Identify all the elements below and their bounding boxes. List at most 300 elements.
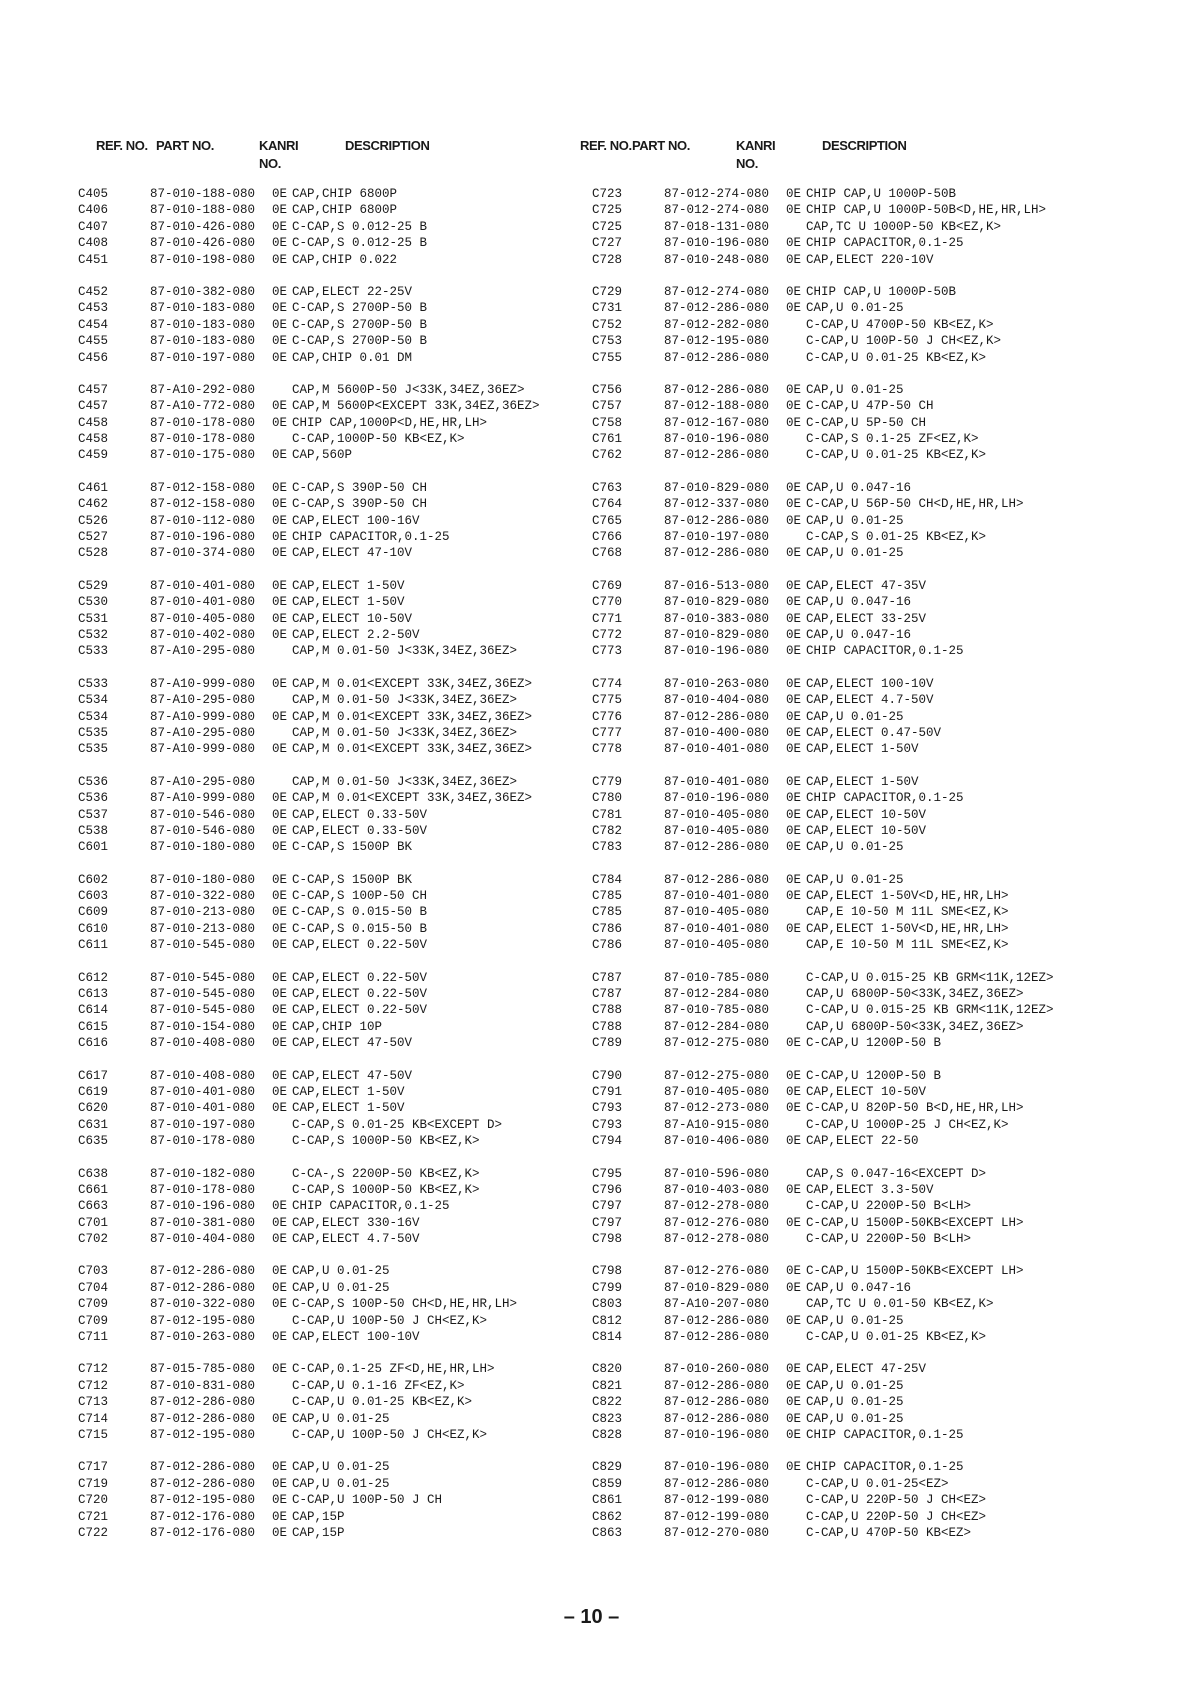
table-row [592, 1476, 1092, 1492]
part-no-cell: 87-012-286-080 [664, 448, 770, 463]
kanri-no-cell: 0E [786, 187, 802, 201]
parts-group [592, 774, 1092, 856]
table-row [78, 1068, 578, 1084]
description-cell: CAP,ELECT 1-50V [292, 578, 405, 593]
kanri-no-cell: 0E [272, 611, 288, 626]
table-row [592, 676, 1092, 692]
part-no-cell: 87-012-284-080 [664, 987, 770, 1002]
kanri-no-cell [272, 1182, 292, 1198]
ref-no-cell: C795 [592, 1166, 623, 1181]
part-no-cell: 87-012-276-080 [664, 1264, 770, 1279]
part-no-cell: 87-010-545-080 [150, 987, 256, 1002]
kanri-no-cell: 0E [272, 709, 288, 724]
description-cell: CAP,M 0.01-50 J<33K,34EZ,36EZ> [292, 644, 518, 659]
kanri-no-cell [272, 1313, 292, 1329]
ref-no-cell: C529 [78, 578, 109, 593]
description-cell: CAP,TC U 0.01-50 KB<EZ,K> [806, 1297, 994, 1312]
table-row [592, 235, 1092, 251]
description-cell: C-CAP,U 1500P-50KB<EXCEPT LH> [806, 1264, 1024, 1279]
description-cell: C-CAP,U 0.01-25<EZ> [806, 1476, 949, 1491]
part-no-heading: PART NO. [632, 138, 690, 153]
parts-group [78, 774, 578, 856]
description-cell: CAP,ELECT 22-25V [292, 284, 413, 299]
part-no-cell: 87-010-405-080 [664, 905, 770, 920]
description-cell: CAP,M 0.01<EXCEPT 33K,34EZ,36EZ> [292, 709, 533, 724]
table-row [592, 1492, 1092, 1508]
ref-no-cell: C780 [592, 791, 623, 806]
description-cell: CHIP CAP,1000P<D,HE,HR,LH> [292, 415, 488, 430]
part-no-cell: 87-012-286-080 [664, 840, 770, 855]
kanri-no-cell: 0E [786, 1036, 802, 1051]
part-no-cell: 87-A10-915-080 [664, 1117, 770, 1132]
description-cell: CAP,U 0.047-16 [806, 1280, 912, 1295]
ref-no-cell: C723 [592, 187, 623, 201]
ref-no-cell: C462 [78, 497, 109, 512]
part-no-cell: 87-012-273-080 [664, 1101, 770, 1116]
ref-no-cell: C820 [592, 1362, 623, 1377]
kanri-no-cell [786, 1002, 806, 1018]
description-cell: C-CAP,U 100P-50 J CH<EZ,K> [806, 334, 1002, 349]
table-row [592, 1198, 1092, 1214]
ref-no-cell: C778 [592, 742, 623, 757]
part-no-cell: 87-A10-295-080 [150, 644, 256, 659]
ref-no-cell: C635 [78, 1134, 109, 1149]
ref-no-cell: C712 [78, 1378, 109, 1393]
kanri-no-cell: 0E [272, 513, 288, 528]
description-cell: CAP,U 0.01-25 [806, 840, 904, 855]
ref-no-cell: C731 [592, 301, 623, 316]
part-no-cell: 87-010-188-080 [150, 203, 256, 218]
description-cell: CAP,U 0.01-25 [806, 513, 904, 528]
description-cell: C-CAP,U 0.01-25 KB<EZ,K> [806, 448, 987, 463]
table-row [592, 692, 1092, 708]
part-no-cell: 87-010-180-080 [150, 840, 256, 855]
kanri-no-cell: 0E [786, 1084, 802, 1099]
parts-group [592, 186, 1092, 268]
description-cell: CAP,U 0.01-25 [292, 1411, 390, 1426]
ref-no-cell: C537 [78, 807, 109, 822]
part-no-cell: 87-010-426-080 [150, 219, 256, 234]
description-cell: CAP,ELECT 1-50V [806, 742, 919, 757]
ref-no-cell: C719 [78, 1476, 109, 1491]
description-cell: CAP,U 0.01-25 [806, 1411, 904, 1426]
parts-group [592, 1263, 1092, 1345]
kanri-no-cell: 0E [272, 1232, 288, 1247]
kanri-no-cell: 0E [272, 578, 288, 593]
description-cell: C-CAP,U 100P-50 J CH<EZ,K> [292, 1313, 488, 1328]
part-no-cell: 87-010-175-080 [150, 448, 256, 463]
part-no-cell: 87-010-829-080 [664, 1280, 770, 1295]
ref-no-cell: C453 [78, 301, 109, 316]
description-cell: CAP,U 0.047-16 [806, 627, 912, 642]
ref-no-cell: C763 [592, 480, 623, 495]
kanri-no-cell: 0E [272, 987, 288, 1002]
description-cell: CAP,ELECT 33-25V [806, 611, 927, 626]
description-cell: CAP,ELECT 0.47-50V [806, 725, 942, 740]
part-no-cell: 87-A10-207-080 [664, 1297, 770, 1312]
ref-no-cell: C776 [592, 709, 623, 724]
ref-no-cell: C631 [78, 1117, 109, 1132]
kanri-no-cell: 0E [786, 676, 802, 691]
part-no-cell: 87-010-196-080 [664, 791, 770, 806]
table-row [592, 790, 1092, 806]
part-no-cell: 87-010-831-080 [150, 1378, 256, 1393]
part-no-cell: 87-012-286-080 [664, 382, 770, 397]
kanri-no-cell: 0E [272, 1280, 288, 1295]
ref-no-cell: C615 [78, 1019, 109, 1034]
table-row [78, 1476, 578, 1492]
kanri-no-cell [786, 1329, 806, 1345]
description-cell: CAP,M 0.01-50 J<33K,34EZ,36EZ> [292, 725, 518, 740]
kanri-no-heading: NO. [259, 156, 281, 171]
description-cell: C-CAP,S 390P-50 CH [292, 480, 428, 495]
table-row [592, 513, 1092, 529]
kanri-no-cell: 0E [786, 252, 802, 267]
parts-group [592, 676, 1092, 758]
part-no-cell: 87-010-405-080 [664, 938, 770, 953]
part-no-cell: 87-010-198-080 [150, 252, 256, 267]
part-no-cell: 87-010-829-080 [664, 480, 770, 495]
table-row [592, 447, 1092, 463]
part-no-cell: 87-012-195-080 [150, 1493, 256, 1508]
part-no-cell: 87-010-405-080 [664, 823, 770, 838]
ref-no-cell: C793 [592, 1101, 623, 1116]
part-no-cell: 87-012-286-080 [664, 301, 770, 316]
part-no-cell: 87-012-286-080 [150, 1460, 256, 1475]
description-cell: C-CAP,U 4700P-50 KB<EZ,K> [806, 317, 994, 332]
part-no-cell: 87-010-383-080 [664, 611, 770, 626]
table-row [78, 431, 578, 447]
ref-no-cell: C534 [78, 709, 109, 724]
part-no-cell: 87-010-401-080 [664, 774, 770, 789]
parts-group [78, 1263, 578, 1345]
parts-group [592, 1166, 1092, 1248]
ref-no-cell: C859 [592, 1476, 623, 1491]
table-row [592, 1411, 1092, 1427]
ref-no-cell: C789 [592, 1036, 623, 1051]
kanri-no-cell [786, 937, 806, 953]
kanri-no-cell: 0E [272, 497, 288, 512]
kanri-no-cell: 0E [272, 742, 288, 757]
kanri-no-cell [786, 1019, 806, 1035]
ref-no-cell: C752 [592, 317, 623, 332]
parts-group [78, 382, 578, 464]
part-no-cell: 87-010-196-080 [664, 1460, 770, 1475]
ref-no-cell: C614 [78, 1003, 109, 1018]
table-row [78, 611, 578, 627]
part-no-cell: 87-010-546-080 [150, 823, 256, 838]
ref-no-cell: C758 [592, 415, 623, 430]
part-no-cell: 87-010-382-080 [150, 284, 256, 299]
part-no-cell: 87-010-408-080 [150, 1036, 256, 1051]
part-no-cell: 87-A10-295-080 [150, 693, 256, 708]
ref-no-cell: C527 [78, 530, 109, 545]
kanri-no-cell: 0E [786, 1395, 802, 1410]
ref-no-cell: C457 [78, 399, 109, 414]
part-no-cell: 87-010-180-080 [150, 872, 256, 887]
page-number: – 10 – [563, 1606, 620, 1628]
description-cell: C-CAP,U 100P-50 J CH [292, 1493, 443, 1508]
description-cell: C-CAP,U 56P-50 CH<D,HE,HR,LH> [806, 497, 1024, 512]
description-cell: CAP,CHIP 6800P [292, 187, 398, 201]
kanri-no-cell: 0E [272, 1068, 288, 1083]
kanri-no-cell: 0E [786, 611, 802, 626]
description-cell: CAP,E 10-50 M 11L SME<EZ,K> [806, 905, 1009, 920]
kanri-no-cell: 0E [272, 1199, 288, 1214]
kanri-no-cell: 0E [272, 1084, 288, 1099]
table-row [78, 904, 578, 920]
ref-no-cell: C768 [592, 546, 623, 561]
ref-no-cell: C454 [78, 317, 109, 332]
description-cell: C-CAP,S 1000P-50 KB<EZ,K> [292, 1182, 480, 1197]
part-no-cell: 87-012-195-080 [150, 1313, 256, 1328]
ref-no-cell: C534 [78, 693, 109, 708]
table-row [78, 1280, 578, 1296]
part-no-cell: 87-A10-295-080 [150, 774, 256, 789]
kanri-no-cell [786, 1231, 806, 1247]
kanri-no-cell: 0E [786, 1134, 802, 1149]
ref-no-cell: C713 [78, 1395, 109, 1410]
kanri-no-cell: 0E [786, 791, 802, 806]
table-row [78, 284, 578, 300]
kanri-no-cell [786, 333, 806, 349]
part-no-cell: 87-A10-999-080 [150, 791, 256, 806]
kanri-no-cell: 0E [272, 1101, 288, 1116]
description-cell: CAP,U 0.01-25 [806, 382, 904, 397]
part-no-cell: 87-010-381-080 [150, 1215, 256, 1230]
ref-no-cell: C766 [592, 530, 623, 545]
ref-no-cell: C814 [592, 1330, 623, 1345]
ref-no-cell: C729 [592, 284, 623, 299]
part-no-cell: 87-010-213-080 [150, 921, 256, 936]
ref-no-cell: C861 [592, 1493, 623, 1508]
kanri-no-cell: 0E [272, 530, 288, 545]
table-row [78, 725, 578, 741]
description-cell: C-CAP,S 1500P BK [292, 872, 413, 887]
ref-no-cell: C765 [592, 513, 623, 528]
description-cell: CAP,E 10-50 M 11L SME<EZ,K> [806, 938, 1009, 953]
kanri-no-cell [786, 970, 806, 986]
ref-no-cell: C616 [78, 1036, 109, 1051]
description-cell: C-CAP,U 5P-50 CH [806, 415, 927, 430]
part-no-cell: 87-010-322-080 [150, 1297, 256, 1312]
kanri-no-cell: 0E [786, 1313, 802, 1328]
description-cell: CHIP CAP,U 1000P-50B<D,HE,HR,LH> [806, 203, 1047, 218]
description-cell: C-CAP,U 0.01-25 KB<EZ,K> [292, 1395, 473, 1410]
part-no-cell: 87-012-278-080 [664, 1232, 770, 1247]
kanri-no-cell: 0E [786, 1280, 802, 1295]
ref-no-cell: C755 [592, 350, 623, 365]
description-cell: CAP,ELECT 0.22-50V [292, 1003, 428, 1018]
ref-no-cell: C828 [592, 1428, 623, 1442]
part-no-cell: 87-010-829-080 [664, 627, 770, 642]
kanri-no-cell: 0E [272, 840, 288, 855]
kanri-no-cell: 0E [786, 1101, 802, 1116]
description-cell: CAP,U 0.01-25 [806, 1395, 904, 1410]
table-row [592, 1263, 1092, 1279]
table-row [592, 186, 1092, 202]
description-cell: CAP,ELECT 220-10V [806, 252, 934, 267]
kanri-no-cell: 0E [272, 448, 288, 463]
part-no-cell: 87-012-286-080 [150, 1395, 256, 1410]
part-no-cell: 87-012-286-080 [664, 546, 770, 561]
kanri-no-cell [786, 317, 806, 333]
table-row [78, 921, 578, 937]
part-no-cell: 87-012-286-080 [150, 1476, 256, 1491]
part-no-cell: 87-010-405-080 [664, 807, 770, 822]
ref-no-cell: C601 [78, 840, 109, 855]
part-no-cell: 87-012-188-080 [664, 399, 770, 414]
part-no-cell: 87-012-286-080 [664, 709, 770, 724]
ref-no-cell: C661 [78, 1182, 109, 1197]
kanri-no-cell [786, 350, 806, 366]
ref-no-cell: C531 [78, 611, 109, 626]
table-row [78, 790, 578, 806]
part-no-cell: 87-010-401-080 [150, 595, 256, 610]
ref-no-cell: C822 [592, 1395, 623, 1410]
part-no-cell: 87-012-158-080 [150, 480, 256, 495]
part-no-cell: 87-010-263-080 [150, 1330, 256, 1345]
parts-group [592, 1068, 1092, 1150]
part-no-cell: 87-012-286-080 [664, 1378, 770, 1393]
ref-no-cell: C712 [78, 1362, 109, 1377]
kanri-no-cell: 0E [786, 872, 802, 887]
table-row [78, 1361, 578, 1377]
table-row [592, 888, 1092, 904]
table-row [592, 1427, 1092, 1443]
ref-no-cell: C799 [592, 1280, 623, 1295]
description-cell: CAP,ELECT 0.33-50V [292, 823, 428, 838]
description-cell: CHIP CAP,U 1000P-50B [806, 187, 957, 201]
description-cell: CAP,M 5600P<EXCEPT 33K,34EZ,36EZ> [292, 399, 540, 414]
kanri-no-cell: 0E [786, 1215, 802, 1230]
part-no-cell: 87-010-596-080 [664, 1166, 770, 1181]
ref-no-cell: C821 [592, 1378, 623, 1393]
description-cell: CAP,M 0.01<EXCEPT 33K,34EZ,36EZ> [292, 742, 533, 757]
kanri-no-cell [786, 1296, 806, 1312]
kanri-no-cell: 0E [786, 1460, 802, 1475]
ref-no-cell: C619 [78, 1084, 109, 1099]
part-no-cell: 87-010-405-080 [150, 611, 256, 626]
kanri-no-cell: 0E [786, 644, 802, 659]
kanri-no-cell: 0E [786, 921, 802, 936]
table-row [78, 1133, 578, 1149]
table-row [78, 1394, 578, 1410]
part-no-cell: 87-010-178-080 [150, 432, 256, 447]
part-no-cell: 87-012-274-080 [664, 203, 770, 218]
description-cell: CAP,ELECT 0.22-50V [292, 970, 428, 985]
ref-no-cell: C787 [592, 970, 623, 985]
ref-no-cell: C701 [78, 1215, 109, 1230]
table-row [78, 235, 578, 251]
description-cell: CAP,M 0.01<EXCEPT 33K,34EZ,36EZ> [292, 676, 533, 691]
description-cell: C-CAP,U 0.015-25 KB GRM<11K,12EZ> [806, 970, 1054, 985]
table-row [78, 529, 578, 545]
kanri-no-cell [786, 1166, 806, 1182]
kanri-no-cell: 0E [786, 578, 802, 593]
part-no-cell: 87-010-196-080 [664, 236, 770, 251]
part-no-cell: 87-012-275-080 [664, 1068, 770, 1083]
description-cell: CAP,ELECT 1-50V [292, 595, 405, 610]
kanri-no-cell [272, 774, 292, 790]
part-no-cell: 87-010-197-080 [150, 1117, 256, 1132]
ref-no-cell: C863 [592, 1525, 623, 1540]
ref-no-cell: C721 [78, 1509, 109, 1524]
table-row [78, 447, 578, 463]
table-row [592, 1100, 1092, 1116]
part-no-cell: 87-010-401-080 [150, 1101, 256, 1116]
description-cell: C-CA-,S 2200P-50 KB<EZ,K> [292, 1166, 480, 1181]
table-row [78, 1525, 578, 1541]
kanri-no-cell [786, 431, 806, 447]
ref-no-cell: C803 [592, 1297, 623, 1312]
ref-no-cell: C796 [592, 1182, 623, 1197]
ref-no-cell: C784 [592, 872, 623, 887]
description-cell: C-CAP,S 0.015-50 B [292, 905, 428, 920]
kanri-no-cell: 0E [786, 382, 802, 397]
ref-no-cell: C794 [592, 1134, 623, 1149]
table-row [592, 317, 1092, 333]
ref-no-cell: C456 [78, 350, 109, 365]
ref-no-cell: C823 [592, 1411, 623, 1426]
kanri-no-cell: 0E [272, 921, 288, 936]
kanri-no-cell: 0E [272, 1476, 288, 1491]
kanri-no-cell [272, 1133, 292, 1149]
kanri-no-cell: 0E [272, 1036, 288, 1051]
ref-no-cell: C535 [78, 725, 109, 740]
table-row [592, 1313, 1092, 1329]
ref-no-cell: C610 [78, 921, 109, 936]
table-row [78, 1313, 578, 1329]
kanri-no-cell: 0E [272, 203, 288, 218]
table-row [592, 1394, 1092, 1410]
part-no-cell: 87-016-513-080 [664, 578, 770, 593]
table-row [78, 774, 578, 790]
description-cell: CAP,ELECT 100-10V [292, 1330, 420, 1345]
table-row [592, 1084, 1092, 1100]
table-row [592, 709, 1092, 725]
description-cell: CAP,U 6800P-50<33K,34EZ,36EZ> [806, 987, 1024, 1002]
description-cell: C-CAP,S 100P-50 CH [292, 889, 428, 904]
ref-no-cell: C762 [592, 448, 623, 463]
description-cell: CAP,U 0.01-25 [806, 301, 904, 316]
kanri-no-cell: 0E [786, 480, 802, 495]
table-row [78, 578, 578, 594]
kanri-no-cell: 0E [786, 497, 802, 512]
description-cell: CAP,U 0.047-16 [806, 480, 912, 495]
kanri-no-cell: 0E [272, 823, 288, 838]
description-cell: C-CAP,S 2700P-50 B [292, 301, 428, 316]
description-cell: CAP,U 0.01-25 [292, 1476, 390, 1491]
right-column-header [580, 134, 1092, 178]
table-row [78, 513, 578, 529]
ref-no-cell: C798 [592, 1264, 623, 1279]
part-no-cell: 87-018-131-080 [664, 219, 770, 234]
description-cell: CAP,ELECT 0.33-50V [292, 807, 428, 822]
kanri-no-cell: 0E [272, 676, 288, 691]
part-no-cell: 87-010-785-080 [664, 970, 770, 985]
part-no-cell: 87-012-286-080 [664, 513, 770, 528]
ref-no-cell: C406 [78, 203, 109, 218]
table-row [78, 1100, 578, 1116]
description-cell: CAP,ELECT 1-50V [292, 1084, 405, 1099]
table-row [78, 333, 578, 349]
table-row [592, 1329, 1092, 1345]
table-row [78, 1411, 578, 1427]
description-cell: CAP,U 0.01-25 [292, 1460, 390, 1475]
parts-group [78, 186, 578, 268]
part-no-cell: 87-012-275-080 [664, 1036, 770, 1051]
